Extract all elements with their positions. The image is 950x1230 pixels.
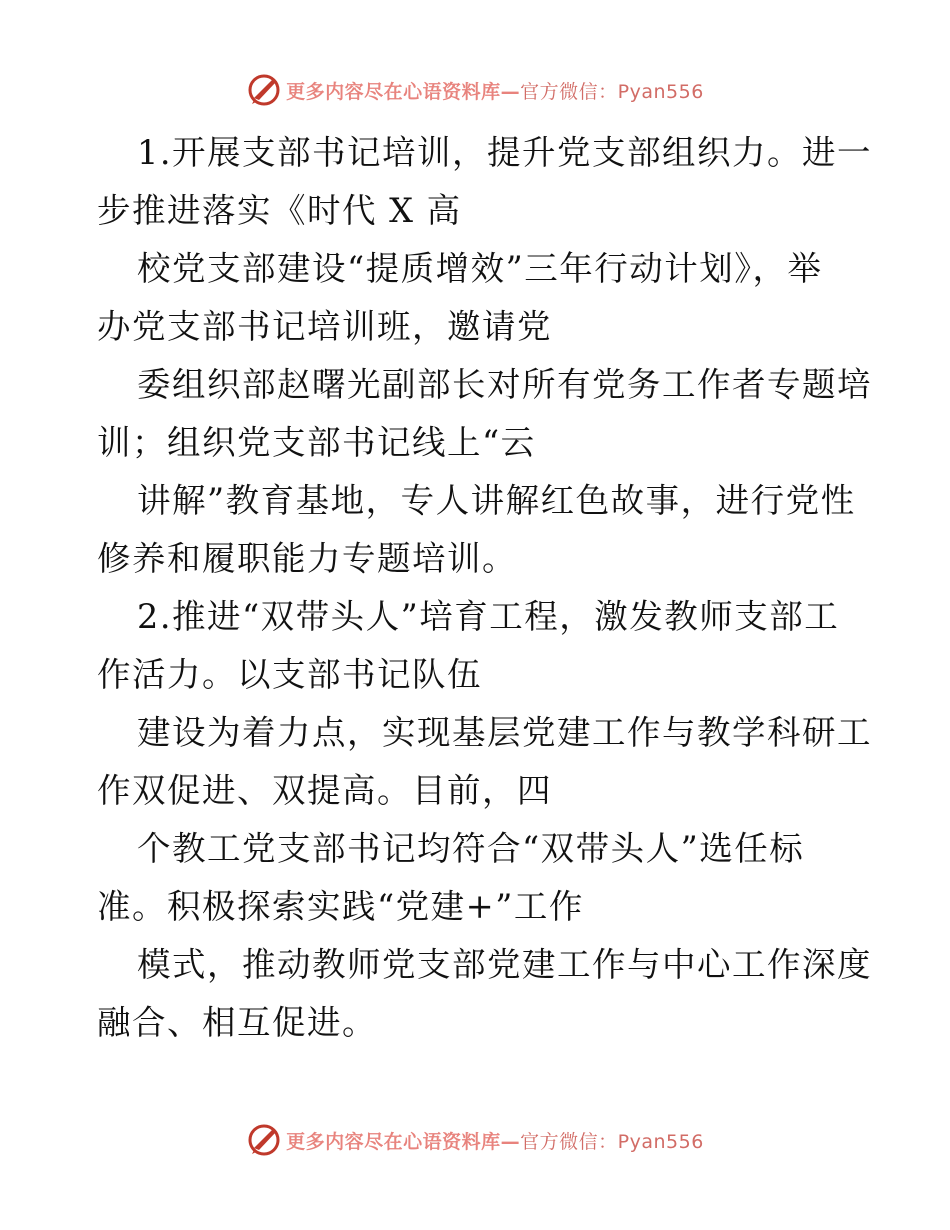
banner-main-text: 更多内容尽在心语资料库 [286,1130,501,1153]
body-line: 个教工党支部书记均符合“双带头人”选任标 [137,829,805,868]
body-line: 步推进落实《时代 X 高 [97,191,462,230]
body-line: 2.推进“双带头人”培育工程，激发教师支部工 [137,597,840,636]
header-banner [0,68,950,112]
body-line: 1.开展支部书记培训，提升党支部组织力。进一 [137,133,872,172]
quill-logo-icon [246,72,282,108]
body-line: 讲解”教育基地，专人讲解红色故事，进行党性 [137,481,856,520]
body-line: 作双促进、双提高。目前，四 [97,771,552,810]
body-line: 训；组织党支部书记线上“云 [97,423,536,462]
body-line: 准。积极探索实践“党建+”工作 [97,887,584,926]
banner-wechat-text: 官方微信：Pyan556 [520,80,704,103]
body-line: 作活力。以支部书记队伍 [97,655,482,694]
body-line: 融合、相互促进。 [97,1003,377,1042]
footer-banner [0,1118,950,1162]
body-line: 建设为着力点，实现基层党建工作与教学科研工 [137,713,872,752]
banner-separator: — [500,80,521,103]
body-line: 办党支部书记培训班，邀请党 [97,307,552,346]
body-line: 委组织部赵曙光副部长对所有党务工作者专题培 [137,365,872,404]
banner-separator: — [500,1130,521,1153]
quill-logo-icon [246,1122,282,1158]
document-body [97,124,872,1052]
body-line: 模式，推动教师党支部党建工作与中心工作深度 [137,945,872,984]
body-line: 修养和履职能力专题培训。 [97,539,517,578]
banner-main-text: 更多内容尽在心语资料库 [286,80,501,103]
banner-wechat-text: 官方微信：Pyan556 [520,1130,704,1153]
body-line: 校党支部建设“提质增效”三年行动计划》，举 [137,249,823,288]
